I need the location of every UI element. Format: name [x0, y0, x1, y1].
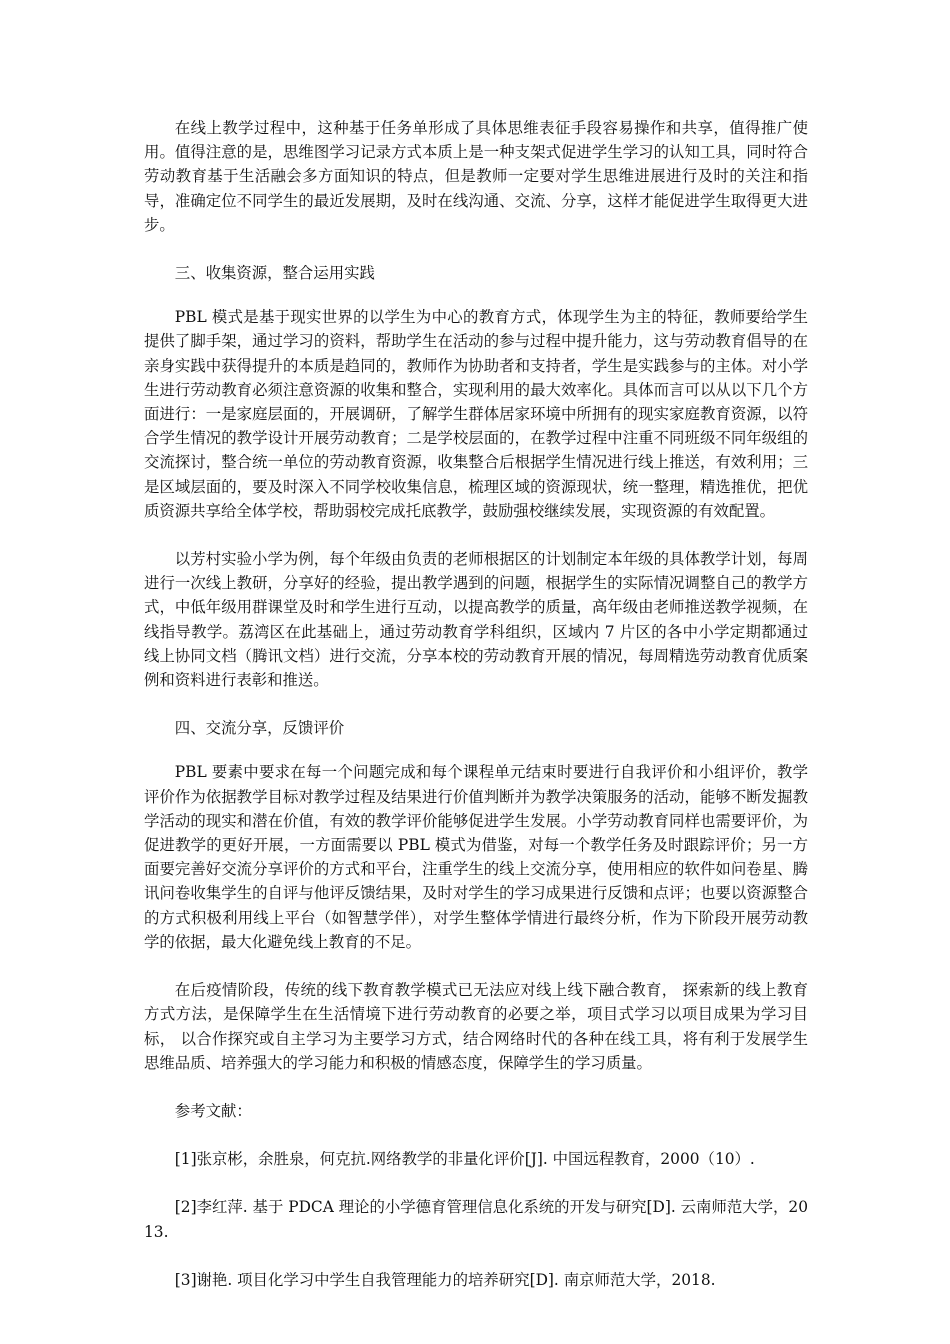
- paragraph-pbl-evaluation: PBL 要素中要求在每一个问题完成和每个课程单元结束时要进行自我评价和小组评价，教学评价作为依据教学目标对教学过程及结果进行价值判断并为教学决策服务的活动，能够不断发掘教学活动的现实和潜在价值，有效的教学评价能够促进学生发展。小学劳动教育同样也需要评价，为促进教学的更好开展，一方面需要以 PBL 模式为借鉴，对每一个教学任务及时跟踪评价；另一方面要完善好交流分享评价的方式和平台，注重学生的线上交流分享，使用相应的软件如问卷星、腾讯问卷收集学生的自评与他评反馈结果，及时对学生的学习成果进行反馈和点评；也要以资源整合的方式积极利用线上平台（如智慧学伴），对学生整体学情进行最终分析，作为下阶段开展劳动教学的依据，最大化避免线上教育的不足。: [144, 763, 808, 951]
- section-heading-4: 四、交流分享，反馈评价: [174, 719, 345, 738]
- reference-item-2: [2]李红萍. 基于 PDCA 理论的小学德育管理信息化系统的开发与研究[D]. 云南师范大学，2013.: [144, 1198, 808, 1241]
- section-heading-3: 三、收集资源，整合运用实践: [174, 264, 375, 283]
- references-title: 参考文献：: [174, 1101, 252, 1120]
- paragraph-post-pandemic: 在后疫情阶段，传统的线下教育教学模式已无法应对线上线下融合教育， 探索新的线上教育方式方法，是保障学生在生活情境下进行劳动教育的必要之举，项目式学习以项目成果为学习目标， 以合作探究或自主学习为主要学习方式，结合网络时代的各种在线工具，将有利于发展学生思维品质、培养强大的学习能力和积极的情感态度，保障学生的学习质量。: [144, 981, 808, 1072]
- paragraph-online-teaching: 在线上教学过程中，这种基于任务单形成了具体思维表征手段容易操作和共享，值得推广使用。值得注意的是，思维图学习记录方式本质上是一种支架式促进学生学习的认知工具，同时符合劳动教育基于生活融会多方面知识的特点，但是教师一定要对学生思维进展进行及时的关注和指导，准确定位不同学生的最近发展期，及时在线沟通、交流、分享，这样才能促进学生取得更大进步。: [144, 119, 808, 234]
- reference-item-3: [3]谢艳. 项目化学习中学生自我管理能力的培养研究[D]. 南京师范大学，2018.: [174, 1270, 716, 1289]
- document-page: [144, 116, 808, 1292]
- reference-item-1: [1]张京彬，余胜泉，何克抗.网络教学的非量化评价[J]. 中国远程教育，2000（10）.: [174, 1150, 755, 1169]
- paragraph-fangcun-example: 以芳村实验小学为例，每个年级由负责的老师根据区的计划制定本年级的具体教学计划，每周进行一次线上教研，分享好的经验，提出教学遇到的问题，根据学生的实际情况调整自己的教学方式，中低年级用群课堂及时和学生进行互动，以提高教学的质量，高年级由老师推送教学视频，在线指导教学。荔湾区在此基础上，通过劳动教育学科组织，区域内 7 片区的各中小学定期都通过线上协同文档（腾讯文档）进行交流，分享本校的劳动教育开展的情况，每周精选劳动教育优质案例和资料进行表彰和推送。: [144, 550, 808, 690]
- paragraph-pbl-resources: PBL 模式是基于现实世界的以学生为中心的教育方式，体现学生为主的特征，教师要给学生提供了脚手架，通过学习的资料，帮助学生在活动的参与过程中提升能力，这与劳动教育倡导的在亲身实践中获得提升的本质是趋同的，教师作为协助者和支持者，学生是实践参与的主体。对小学生进行劳动教育必须注意资源的收集和整合，实现利用的最大效率化。具体而言可以从以下几个方面进行：一是家庭层面的，开展调研，了解学生群体居家环境中所拥有的现实家庭教育资源，以符合学生情况的教学设计开展劳动教育；二是学校层面的，在教学过程中注重不同班级不同年级组的交流探讨，整合统一单位的劳动教育资源，收集整合后根据学生情况进行线上推送，有效利用；三是区域层面的，要及时深入不同学校收集信息，梳理区域的资源现状，统一整理，精选推优，把优质资源共享给全体学校，帮助弱校完成托底教学，鼓励强校继续发展，实现资源的有效配置。: [144, 308, 808, 520]
